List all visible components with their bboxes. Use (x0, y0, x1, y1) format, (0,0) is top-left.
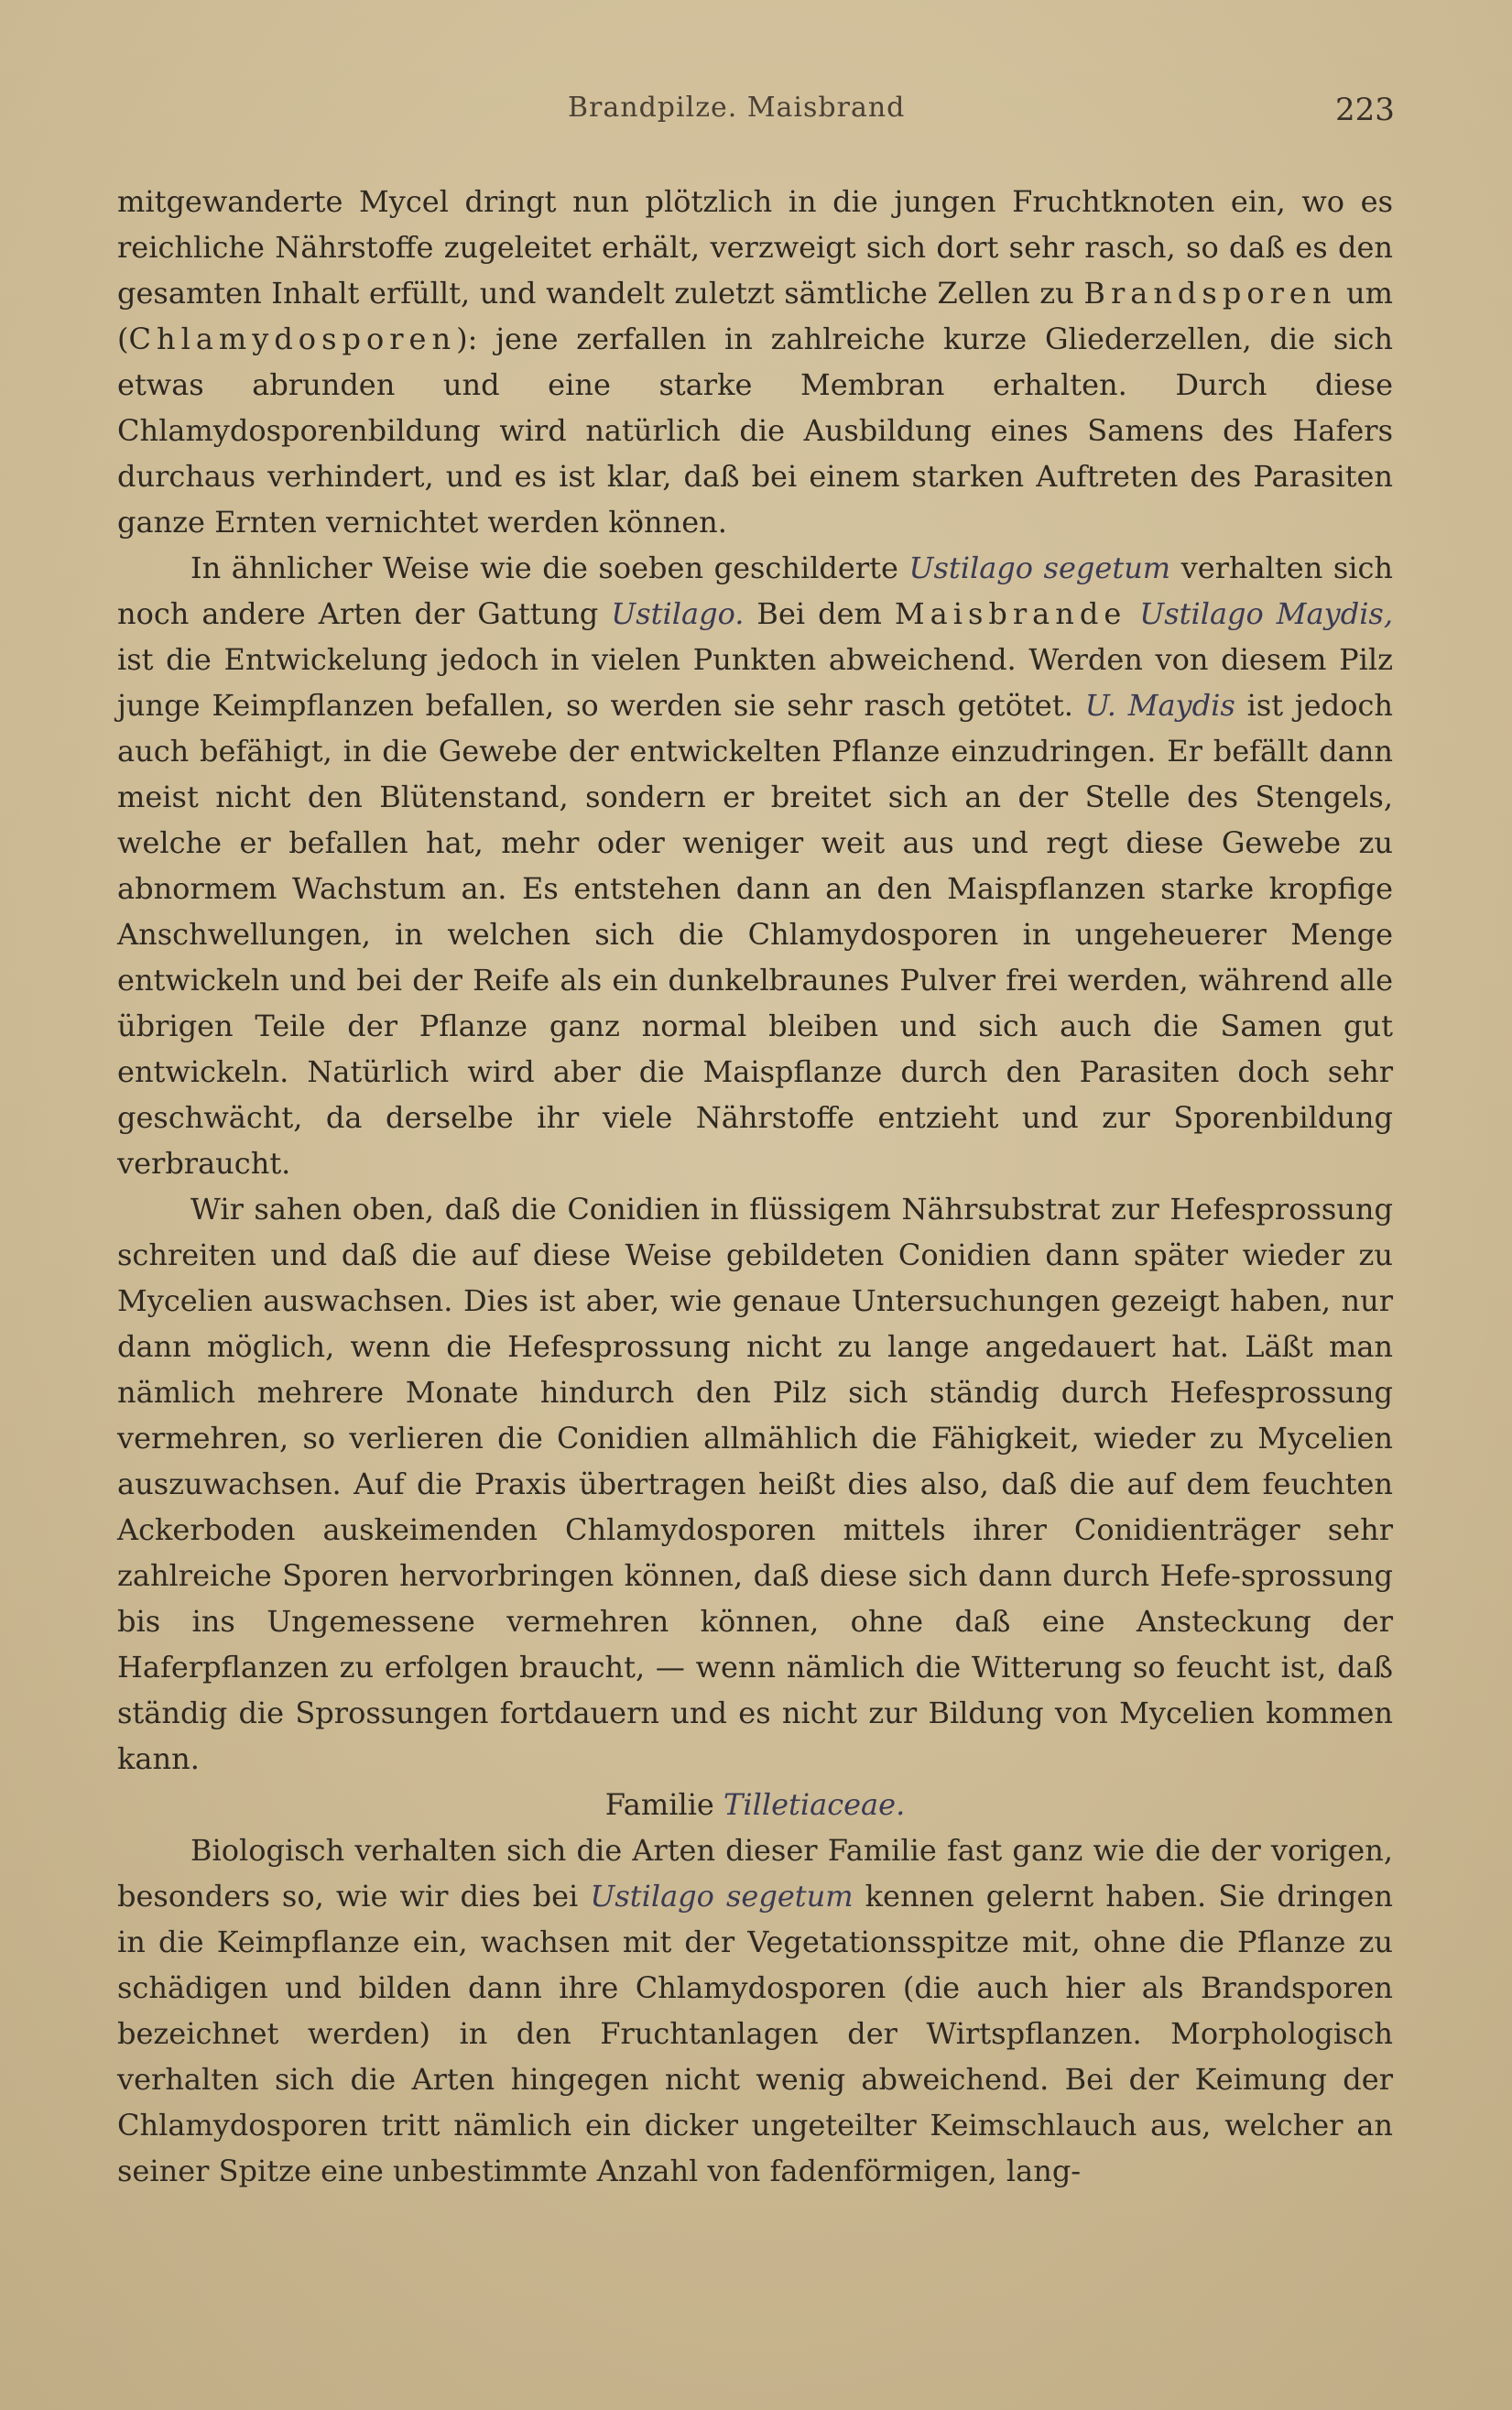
text-run: kennen gelernt haben. Sie dringen in die Keimpflanze ein, wachsen mit der Vegetationsspitze mit, ohne die Pflanze zu schädigen und bilden dann ihre Chlamydosporen (die auch hier als Brandsporen bezeichnet werden) in den Fruchtanlagen der Wirtspflanzen. Morphologisch verhalten sich die Arten hingegen nicht wenig abweichend. Bei der Keimung der Chlamydosporen tritt nämlich ein dicker ungeteilter Keimschlauch aus, welcher an seiner Spitze eine unbestimmte Anzahl von fadenförmigen, lang- (117, 1879, 1394, 2188)
latin-term: Ustilago. (611, 596, 745, 631)
emphasized-term: Brandsporen (1083, 276, 1337, 311)
page-header (0, 92, 1512, 137)
text-run: um ( (117, 276, 1394, 356)
text-run: mitgewanderte Mycel dringt nun plötzlich in die jungen Fruchtknoten ein, wo es reichliche Nährstoffe zugeleitet erhält, verzweigt sich dort sehr rasch, so daß es den gesamten Inhalt erfüllt, und wandelt zuletzt sämtliche Zellen zu (117, 184, 1393, 311)
latin-term: U. Maydis (1084, 688, 1235, 723)
text-run (1126, 596, 1139, 631)
latin-term: Tilletiaceae. (723, 1787, 906, 1822)
text-run: Wir sahen oben, daß die Conidien in flüssigem Nährsubstrat zur Hefesprossung schreiten und daß die auf diese Weise gebildeten Conidien dann später wieder zu Mycelien auswachsen. Dies ist aber, wie genaue Untersuchungen gezeigt haben, nur dann möglich, wenn die Hefesprossung nicht zu lange angedauert hat. Läßt man nämlich mehrere Monate hindurch den Pilz sich ständig durch Hefesprossung vermehren, so verlieren die Conidien allmählich die Fähigkeit, wieder zu Mycelien auszuwachsen. Auf die Praxis übertragen heißt dies also, daß die auf dem feuchten Ackerboden auskeimenden Chlamydosporen mittels ihrer Conidienträger sehr zahlreiche Sporen hervorbringen können, daß diese sich dann durch Hefe-sprossung bis ins Ungemessene vermehren können, ohne daß eine Ansteckung der Haferpflanzen zu erfolgen braucht, — wenn nämlich die Witterung so feucht ist, daß ständig die Sprossungen fortdauern und es nicht zur Bildung von Mycelien kommen kann. (117, 1192, 1393, 1776)
text-run: ist die Entwickelung jedoch in vielen Punkten abweichend. Werden von diesem Pilz junge Keimpflanzen befallen, so werden sie sehr rasch getötet. (117, 642, 1393, 723)
text-run: ): jene zerfallen in zahlreiche kurze Gliederzellen, die sich etwas abrunden und eine starke Membran erhalten. Durch diese Chlamydosporenbildung wird natürlich die Ausbildung eines Samens des Hafers durchaus verhindert, und es ist klar, daß bei einem starken Auftreten des Parasiten ganze Ernten vernichtet werden können. (117, 322, 1393, 540)
text-run: Familie (604, 1787, 724, 1822)
text-run: Bei dem (744, 596, 895, 631)
paragraph (117, 1827, 1393, 2194)
latin-term: Ustilago Maydis, (1139, 596, 1394, 631)
page-number: 223 (1335, 92, 1395, 128)
emphasized-term: Chlamydosporen (128, 322, 457, 356)
body-text (117, 179, 1393, 2194)
text-run: ist jedoch auch befähigt, in die Gewebe der entwickelten Pflanze einzudringen. Er befällt dann meist nicht den Blütenstand, sondern er breitet sich an der Stelle des Stengels, welche er befallen hat, mehr oder weniger weit aus und regt diese Gewebe zu abnormem Wachstum an. Es entstehen dann an den Maispflanzen starke kropfige Anschwellungen, in welchen sich die Chlamydosporen in ungeheuerer Menge entwickeln und bei der Reife als ein dunkelbraunes Pulver frei werden, während alle übrigen Teile der Pflanze ganz normal bleiben und sich auch die Samen gut entwickeln. Natürlich wird aber die Maispflanze durch den Parasiten doch sehr geschwächt, da derselbe ihr viele Nährstoffe entzieht und zur Sporenbildung verbraucht. (117, 688, 1394, 1181)
running-head: Brandpilze. Maisbrand (568, 92, 906, 124)
paragraph (117, 1186, 1393, 1782)
emphasized-term: Maisbrande (894, 596, 1127, 631)
text-run: In ähnlicher Weise wie die soeben geschilderte (190, 551, 909, 585)
paragraph (117, 545, 1393, 1186)
section-heading (117, 1782, 1393, 1827)
latin-term: Ustilago segetum (590, 1879, 854, 1914)
paragraph (117, 179, 1393, 545)
text-run: Biologisch verhalten sich die Arten dieser Familie fast ganz wie die der vorigen, besonders so, wie wir dies bei (117, 1833, 1393, 1914)
latin-term: Ustilago segetum (908, 551, 1171, 585)
text-run: verhalten sich noch andere Arten der Gattung (117, 551, 1394, 631)
